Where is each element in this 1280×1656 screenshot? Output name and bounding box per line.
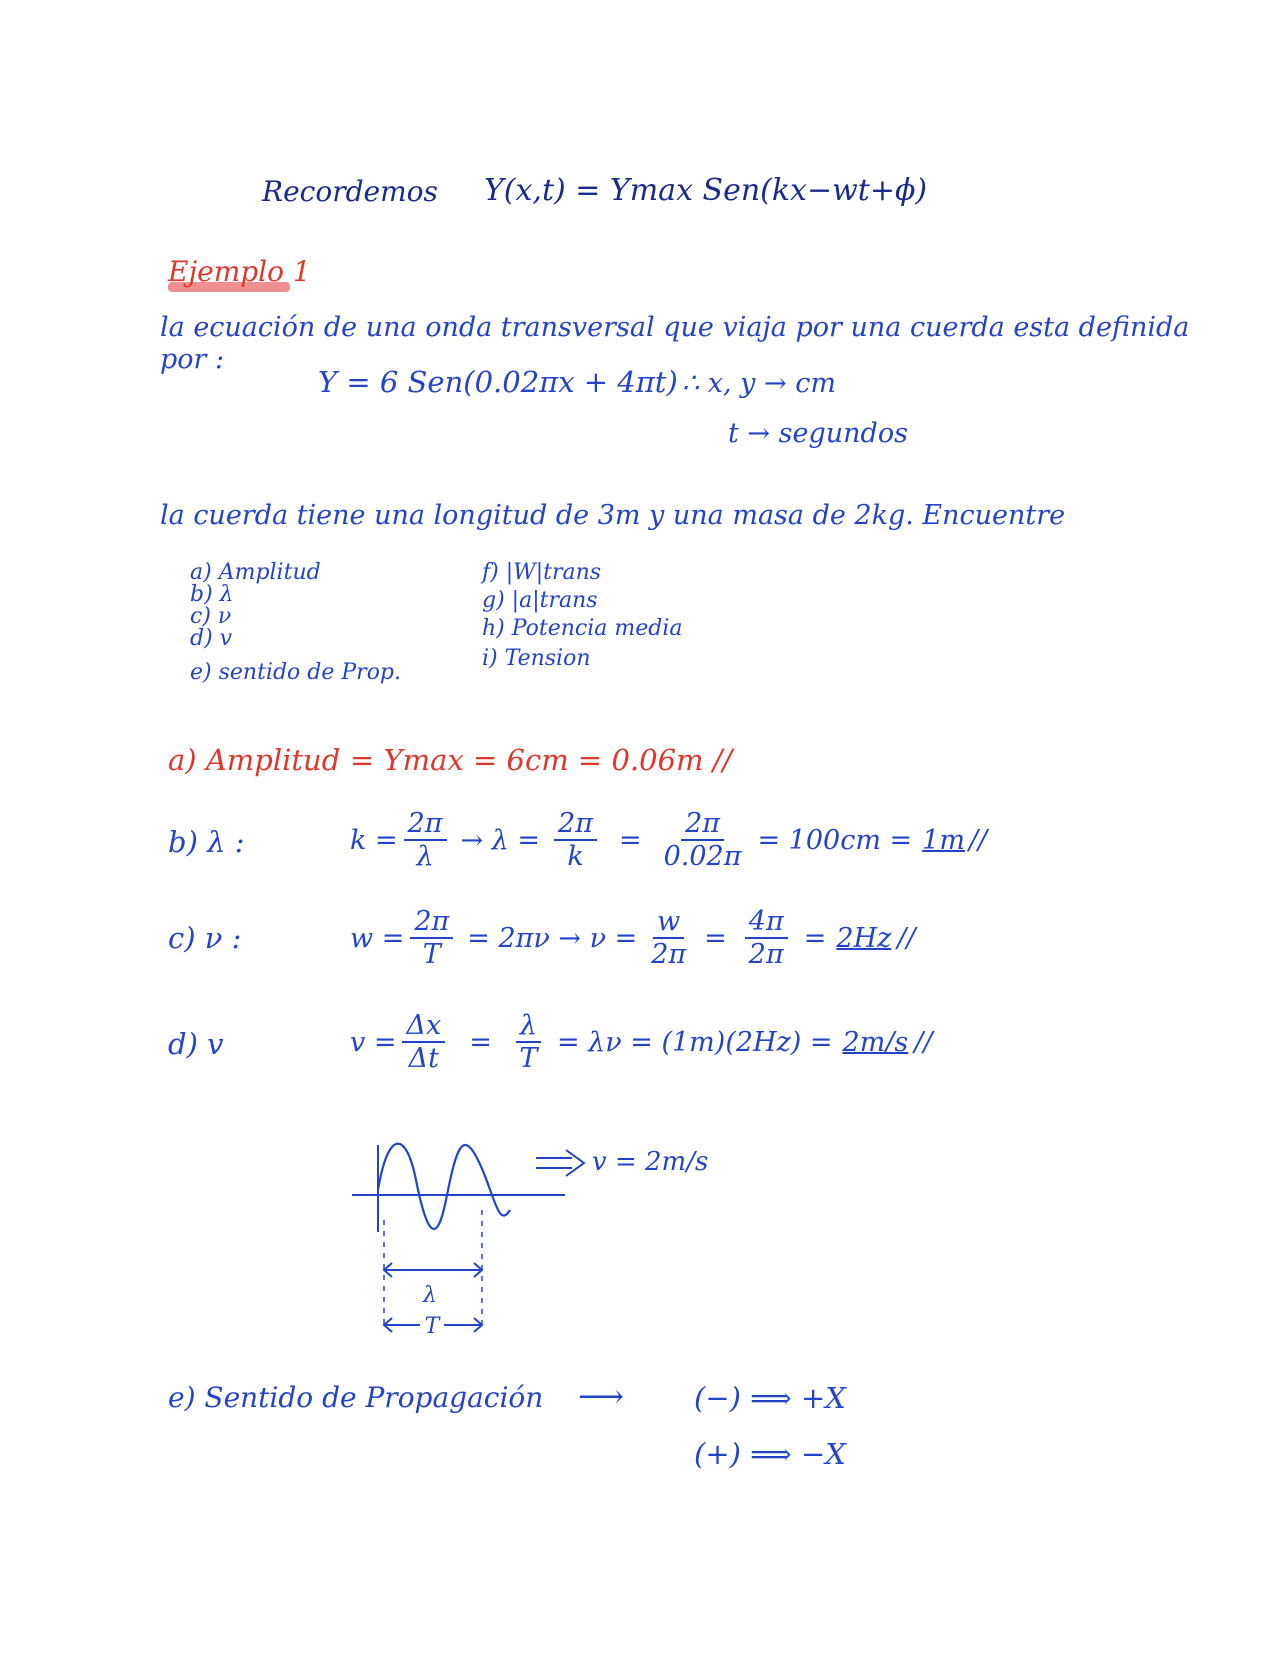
fraction xyxy=(402,1012,445,1072)
denominator: T xyxy=(422,939,441,970)
data-line: la cuerda tiene una longitud de 3m y una masa de 2kg. Encuentre xyxy=(160,500,1066,531)
fraction xyxy=(745,908,788,968)
task-item: f) |W|trans xyxy=(482,560,602,585)
solution-c-label: c) ν : xyxy=(168,921,242,955)
fraction xyxy=(554,810,597,870)
solution-d-result: 2m/s xyxy=(842,1026,909,1058)
solution-e-arrow: ⟶ xyxy=(578,1377,624,1415)
task-item: c) ν xyxy=(190,604,232,629)
solution-d-tail: = λν = (1m)(2Hz) = xyxy=(556,1026,833,1058)
denominator: 2π xyxy=(651,939,687,970)
speed-label: v = 2m/s xyxy=(592,1147,709,1177)
denominator: 2π xyxy=(748,939,784,970)
propagation-rule-plus: (+) ⟹ −X xyxy=(694,1437,846,1471)
denominator: T xyxy=(519,1043,538,1074)
solution-b-label: b) λ : xyxy=(168,825,245,859)
task-item: i) Tension xyxy=(482,646,591,671)
task-item: g) |a|trans xyxy=(482,588,598,613)
propagation-rule-minus: (−) ⟹ +X xyxy=(694,1381,846,1415)
wave-diagram xyxy=(340,1120,740,1350)
task-item: e) sentido de Prop. xyxy=(190,660,402,685)
numerator: 2π xyxy=(404,810,447,841)
equals-sign: = xyxy=(704,922,727,954)
task-item: b) λ xyxy=(190,582,234,607)
general-wave-formula: Y(x,t) = Ymax Sen(kx−wt+ϕ) xyxy=(484,173,928,208)
equals-sign: = xyxy=(803,922,827,954)
solution-b-tail: = 100cm = xyxy=(757,824,913,856)
result-mark: // xyxy=(914,1026,933,1058)
result-mark: // xyxy=(897,922,916,954)
fraction xyxy=(410,908,453,968)
equals-sign: = xyxy=(618,824,642,856)
solution-b-expression xyxy=(350,810,987,870)
denominator: Δt xyxy=(408,1043,440,1074)
v-symbol: v = xyxy=(350,1026,397,1058)
solution-c-result: 2Hz xyxy=(836,922,892,954)
solution-d-label: d) v xyxy=(168,1027,224,1061)
numerator: Δx xyxy=(402,1012,445,1043)
solution-a-label: a) Amplitud xyxy=(168,743,341,777)
denominator: 0.02π xyxy=(663,841,742,872)
fraction xyxy=(516,1012,541,1072)
result-mark: // xyxy=(968,824,988,856)
result-mark: // xyxy=(712,743,733,777)
fraction xyxy=(664,810,742,870)
denominator: k xyxy=(567,841,584,872)
numerator: 2π xyxy=(554,810,597,841)
solution-b-result: 1m xyxy=(922,824,965,856)
numerator: λ xyxy=(516,1012,541,1043)
task-item: h) Potencia media xyxy=(482,616,683,641)
solution-c-expression xyxy=(350,908,916,968)
numerator: 4π xyxy=(745,908,788,939)
numerator: 2π xyxy=(410,908,453,939)
numerator: 2π xyxy=(681,810,724,841)
solution-e-label: e) Sentido de Propagación xyxy=(168,1381,544,1414)
propagation-arrow xyxy=(536,1150,584,1176)
fraction xyxy=(651,908,686,968)
task-item: a) Amplitud xyxy=(190,560,321,585)
solution-a-expr: = Ymax = 6cm = 0.06m xyxy=(350,743,704,777)
numerator: w xyxy=(653,908,684,939)
solution-d-expression xyxy=(350,1012,932,1072)
units-xy: ∴ x, y → cm xyxy=(682,368,836,399)
lambda-label: λ xyxy=(423,1283,437,1308)
omega-symbol: w = xyxy=(350,922,405,954)
statement-line-1: la ecuación de una onda transversal que viaja por una cuerda esta definida xyxy=(160,312,1190,343)
k-symbol: k = xyxy=(350,824,398,856)
solution-c-middle: = 2πν → ν = xyxy=(467,922,638,954)
equals-sign: = xyxy=(469,1026,492,1058)
denominator: λ xyxy=(416,841,434,872)
units-t: t → segundos xyxy=(728,418,908,449)
task-item: d) v xyxy=(190,626,233,651)
statement-line-2: por : xyxy=(160,344,225,375)
recall-label: Recordemos xyxy=(262,175,438,208)
implies-arrow: → λ = xyxy=(460,824,541,856)
period-label: T xyxy=(424,1314,440,1339)
solution-a-expression xyxy=(350,743,733,777)
wave-equation: Y = 6 Sen(0.02πx + 4πt) xyxy=(318,365,678,399)
fraction xyxy=(404,810,447,870)
example-title: Ejemplo 1 xyxy=(168,255,311,288)
wave-curve xyxy=(378,1144,510,1229)
